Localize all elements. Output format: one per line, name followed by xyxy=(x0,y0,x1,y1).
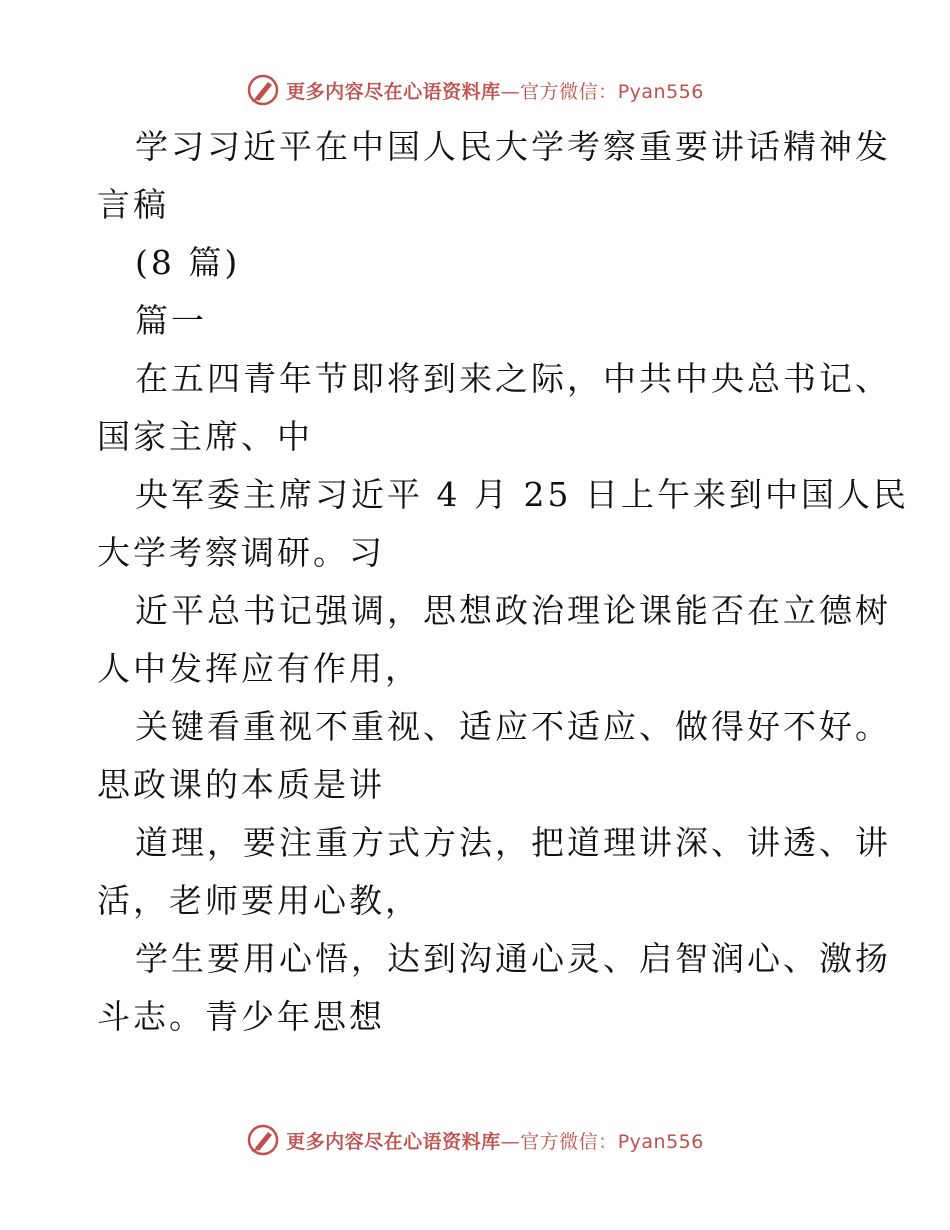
text-line: 近平总书记强调，思想政治理论课能否在立德树 xyxy=(135,591,891,630)
text-line: 国家主席、中 xyxy=(97,417,313,456)
text-line: 学习习近平在中国人民大学考察重要讲话精神发 xyxy=(135,127,891,166)
text-line: 大学考察调研。习 xyxy=(97,533,385,572)
pen-logo-icon xyxy=(246,73,280,107)
text-line: 在五四青年节即将到来之际，中共中央总书记、 xyxy=(135,359,891,398)
document-body xyxy=(97,118,909,1046)
text-line: 言稿 xyxy=(97,185,169,224)
text-line: 活，老师要用心教， xyxy=(97,881,421,920)
text-line: 人中发挥应有作用， xyxy=(97,649,421,688)
text-line: 篇一 xyxy=(135,301,207,340)
text-line: 道理，要注重方式方法，把道理讲深、讲透、讲 xyxy=(135,823,891,862)
banner-text: 更多内容尽在心语资料库—官方微信：Pyan556 xyxy=(286,80,704,103)
banner-text: 更多内容尽在心语资料库—官方微信：Pyan556 xyxy=(286,1130,704,1153)
text-line: 斗志。青少年思想 xyxy=(97,997,385,1036)
text-line: 关键看重视不重视、适应不适应、做得好不好。 xyxy=(135,707,891,746)
text-line: (8 篇) xyxy=(135,243,241,282)
header-banner xyxy=(0,70,950,110)
text-line: 学生要用心悟，达到沟通心灵、启智润心、激扬 xyxy=(135,939,891,978)
pen-logo-icon xyxy=(246,1123,280,1157)
text-line: 思政课的本质是讲 xyxy=(97,765,385,804)
footer-banner xyxy=(0,1120,950,1160)
text-line: 央军委主席习近平 4 月 25 日上午来到中国人民 xyxy=(135,475,909,514)
